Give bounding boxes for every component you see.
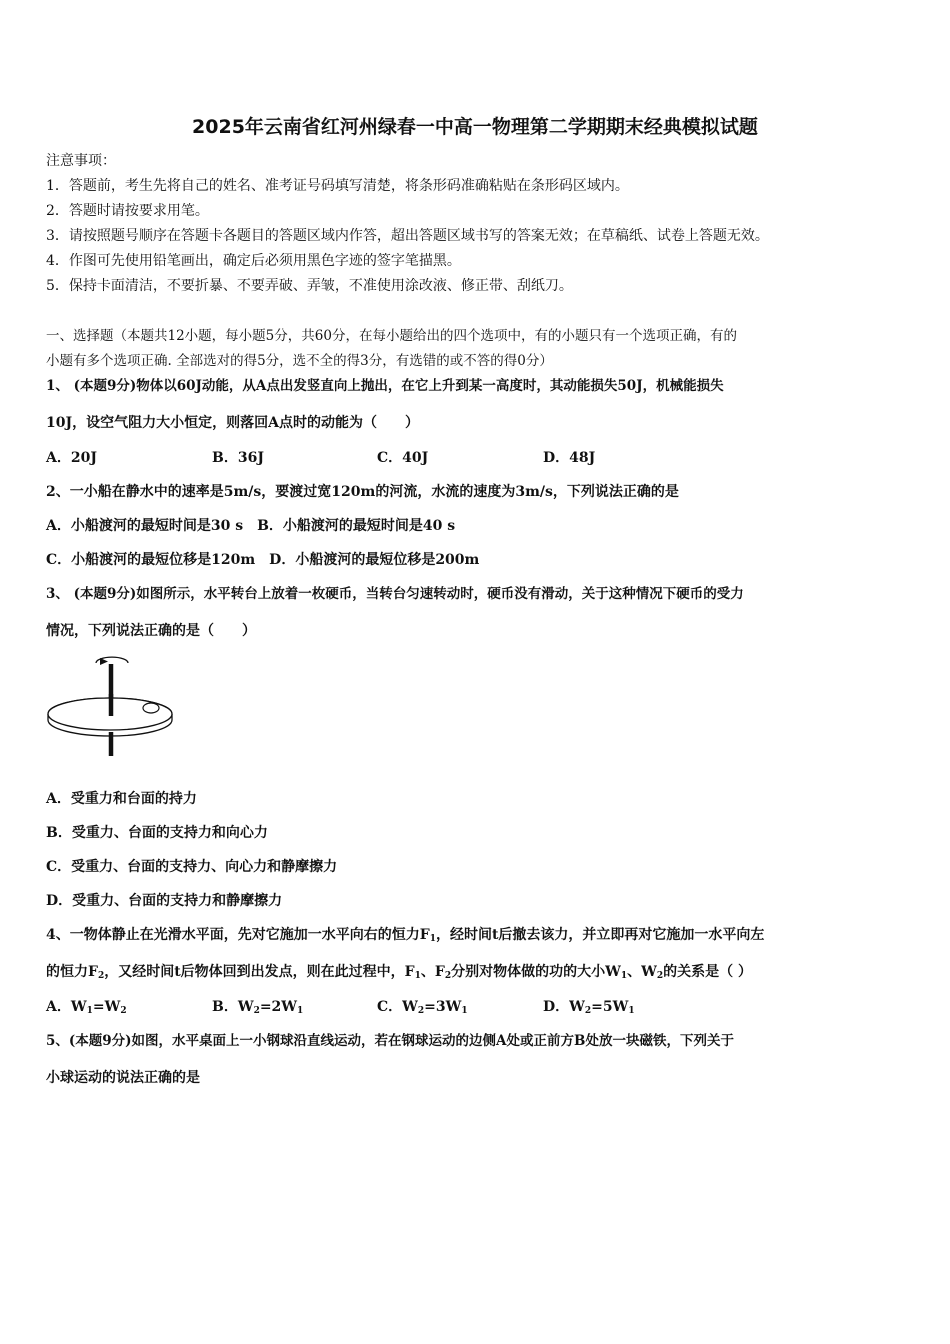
question-1-stem-cont: 10J，设空气阻力大小恒定，则落回A点时的动能为（ ） bbox=[46, 415, 419, 431]
q3-option-b: B．受重力、台面的支持力和向心力 bbox=[46, 825, 268, 841]
section-heading-cont: 小题有多个选项正确. 全部选对的得5分，选不全的得3分，有选错的或不答的得0分） bbox=[46, 353, 553, 369]
question-3-stem: 3、 (本题9分)如图所示，水平转台上放着一枚硬币，当转台匀速转动时，硬币没有滑动，关于这种情况下硬币的受力 bbox=[46, 586, 744, 602]
q1-option-d: D．48J bbox=[543, 450, 596, 466]
notice-item-3: 3．请按照题号顺序在答题卡各题目的答题区域内作答，超出答题区域书写的答案无效；在草稿纸、试卷上答题无效。 bbox=[46, 228, 769, 244]
q3-option-c: C．受重力、台面的支持力、向心力和静摩擦力 bbox=[46, 859, 338, 875]
q3-option-a: A．受重力和台面的持力 bbox=[46, 791, 197, 807]
notice-item-1: 1．答题前，考生先将自己的姓名、准考证号码填写清楚，将条形码准确粘贴在条形码区域内。 bbox=[46, 178, 629, 194]
question-2-stem: 2、一小船在静水中的速率是5m/s，要渡过宽120m的河流，水流的速度为3m/s，下列说法正确的是 bbox=[46, 484, 679, 500]
question-4-stem-cont: 的恒力$F_2$，又经时间t后物体回到出发点，则在此过程中，$F_1$、$F_2$分别对物体做的功的大小$W_1$、$W_2$的关系是（ ） bbox=[46, 964, 752, 981]
question-1-stem: 1、 (本题9分)物体以60J动能，从A点出发竖直向上抛出，在它上升到某一高度时，其动能损失50J，机械能损失 bbox=[46, 378, 724, 394]
notice-item-5: 5．保持卡面清洁，不要折暴、不要弄破、弄皱，不准使用涂改液、修正带、刮纸刀。 bbox=[46, 278, 573, 294]
q4-option-a: A．$W_1=W_2$ bbox=[46, 999, 127, 1016]
coin bbox=[143, 703, 159, 713]
q2-options-row-2: C．小船渡河的最短位移是120m D．小船渡河的最短位移是200m bbox=[46, 552, 480, 568]
question-5-stem-cont: 小球运动的说法正确的是 bbox=[46, 1070, 200, 1086]
turntable-figure bbox=[44, 650, 176, 758]
q4-option-b: B．$W_2=2W_1$ bbox=[212, 999, 304, 1016]
q4-option-d: D．$W_2=5W_1$ bbox=[543, 999, 635, 1016]
notice-item-4: 4．作图可先使用铅笔画出，确定后必须用黑色字迹的签字笔描黑。 bbox=[46, 253, 461, 269]
q3-option-d: D．受重力、台面的支持力和静摩擦力 bbox=[46, 893, 283, 909]
q1-option-b: B．36J bbox=[212, 450, 264, 466]
question-4-stem: 4、一物体静止在光滑水平面，先对它施加一水平向右的恒力$F_1$，经时间t后撤去该力，并立即再对它施加一水平向左 bbox=[46, 927, 765, 944]
notice-item-2: 2．答题时请按要求用笔。 bbox=[46, 203, 209, 219]
q2-options-row-1: A．小船渡河的最短时间是30 s B．小船渡河的最短时间是40 s bbox=[46, 518, 456, 534]
question-5-stem: 5、(本题9分)如图，水平桌面上一小钢球沿直线运动，若在钢球运动的边侧A处或正前方B处放一块磁铁，下列关于 bbox=[46, 1033, 734, 1049]
q1-option-c: C．40J bbox=[377, 450, 429, 466]
section-heading: 一、选择题（本题共12小题，每小题5分，共60分，在每小题给出的四个选项中，有的小题只有一个选项正确，有的 bbox=[46, 328, 737, 344]
question-3-stem-cont: 情况，下列说法正确的是（ ） bbox=[46, 623, 256, 639]
rotation-arrow-head bbox=[100, 658, 108, 665]
page-title: 2025年云南省红河州绿春一中高一物理第二学期期末经典模拟试题 bbox=[192, 116, 758, 138]
notice-heading: 注意事项： bbox=[46, 153, 116, 169]
q1-option-a: A．20J bbox=[46, 450, 97, 466]
q4-option-c: C．$W_2=3W_1$ bbox=[377, 999, 468, 1016]
